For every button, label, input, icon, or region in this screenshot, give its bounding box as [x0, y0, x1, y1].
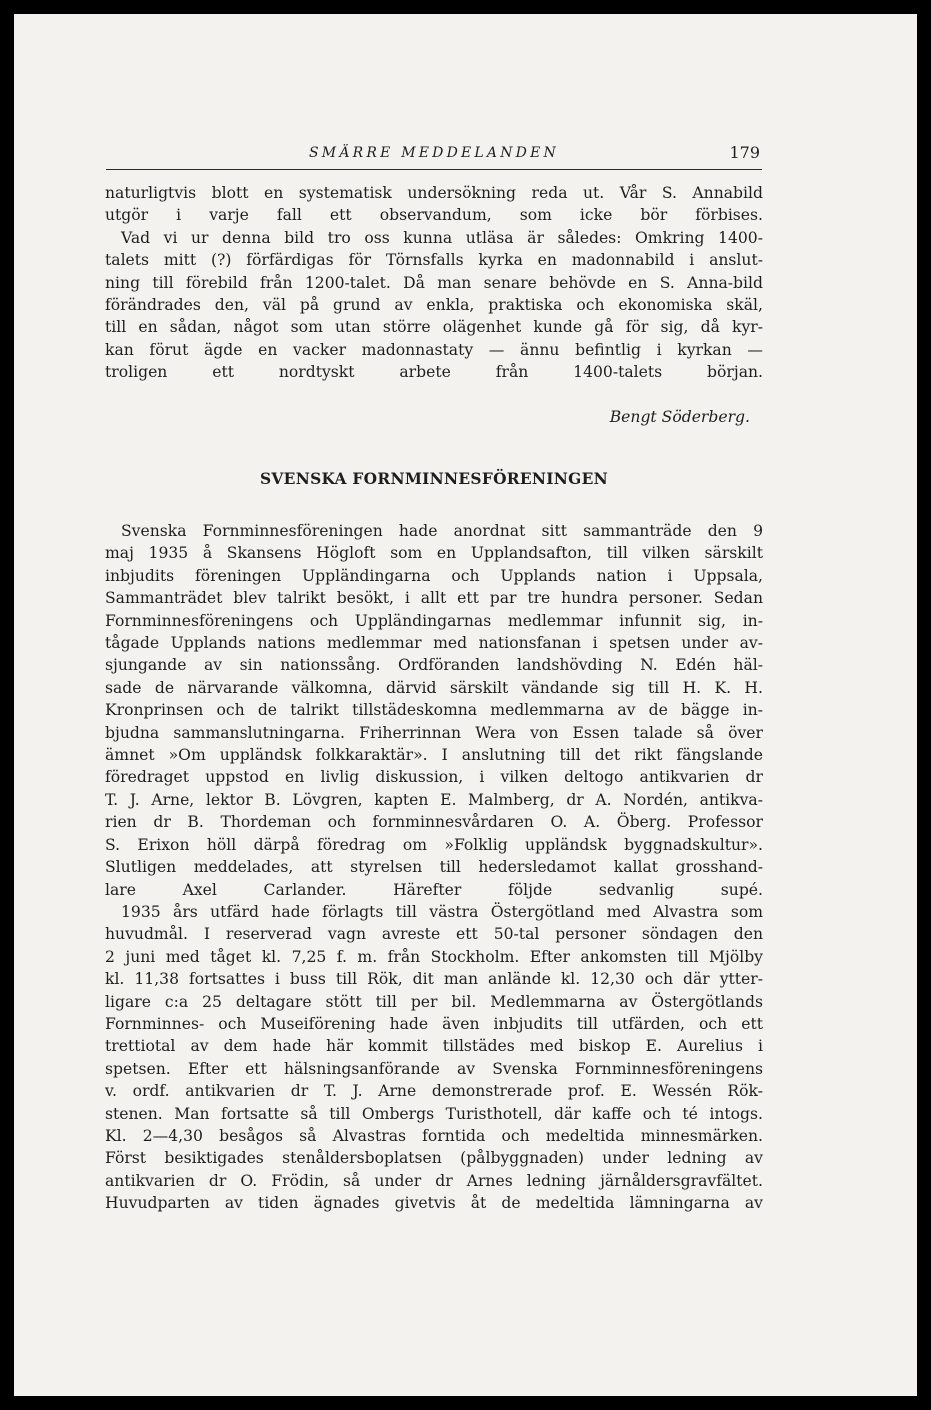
- text-line: Kl. 2—4,30 besågos så Alvastras forntida och medeltida minnesmärken.: [105, 1126, 763, 1145]
- author-signature: Bengt Söderberg.: [609, 408, 750, 426]
- text-line: Slutligen meddelades, att styrelsen till hedersledamot kallat grosshand-: [105, 858, 763, 877]
- text-line: rien dr B. Thordeman och fornminnesvårdaren O. A. Öberg. Professor: [105, 813, 763, 832]
- page-header: [106, 133, 762, 170]
- body-text-top: [105, 182, 763, 384]
- text-line: inbjudits föreningen Uppländingarna och Upplands nation i Uppsala,: [105, 566, 763, 585]
- running-title: SMÄRRE MEDDELANDEN: [309, 145, 559, 161]
- text-line: stenen. Man fortsatte så till Ombergs Turisthotell, där kaffe och té intogs.: [105, 1104, 763, 1123]
- text-line: föredraget uppstod en livlig diskussion, i vilken deltogo antikvarien dr: [105, 768, 763, 787]
- text-line: v. ordf. antikvarien dr T. J. Arne demonstrerade prof. E. Wessén Rök-: [105, 1082, 763, 1101]
- text-line: förändrades den, väl på grund av enkla, praktiska och ekonomiska skäl,: [105, 296, 763, 315]
- text-line: tågade Upplands nations medlemmar med nationsfanan i spetsen under av-: [105, 634, 763, 653]
- text-line: antikvarien dr O. Frödin, så under dr Arnes ledning järnåldersgravfältet.: [105, 1171, 763, 1190]
- section-heading: SVENSKA FORNMINNESFÖRENINGEN: [260, 470, 608, 488]
- body-text-section: [105, 520, 763, 1215]
- text-line: ligare c:a 25 deltagare stött till per bil. Medlemmarna av Östergötlands: [105, 992, 763, 1011]
- text-line: maj 1935 å Skansens Högloft som en Upplandsafton, till vilken särskilt: [105, 544, 763, 563]
- page-number: 179: [729, 143, 760, 162]
- text-line: Huvudparten av tiden ägnades givetvis åt de medeltida lämningarna av: [105, 1194, 763, 1213]
- text-line: Vad vi ur denna bild tro oss kunna utläsa är således: Omkring 1400-: [121, 228, 763, 247]
- text-line: till en sådan, något som utan större olägenhet kunde gå för sig, då kyr-: [105, 318, 763, 337]
- text-line: Sammanträdet blev talrikt besökt, i allt ett par tre hundra personer. Sedan: [105, 589, 763, 608]
- text-line: kan förut ägde en vacker madonnastaty — ännu befintlig i kyrkan —: [105, 340, 763, 359]
- text-line: naturligtvis blott en systematisk undersökning reda ut. Vår S. Annabild: [105, 184, 763, 202]
- text-line: Fornminnesföreningens och Uppländingarnas medlemmar infunnit sig, in-: [105, 611, 763, 630]
- text-line: kl. 11,38 fortsattes i buss till Rök, dit man anlände kl. 12,30 och där ytter-: [105, 970, 763, 989]
- text-line: sjungande av sin nationssång. Ordföranden landshövding N. Edén häl-: [105, 656, 763, 675]
- text-line: 1935 års utfärd hade förlagts till västra Östergötland med Alvastra som: [121, 902, 763, 921]
- text-line: ning till förebild från 1200-talet. Då man senare behövde en S. Anna-bild: [105, 273, 763, 292]
- text-line: lare Axel Carlander. Härefter följde sedvanlig supé.: [105, 880, 763, 899]
- text-line: S. Erixon höll därpå föredrag om »Folklig uppländsk byggnadskultur».: [105, 835, 763, 854]
- text-line: Först besiktigades stenåldersboplatsen (pålbyggnaden) under ledning av: [105, 1149, 763, 1168]
- text-line: Fornminnes- och Museiförening hade även inbjudits till utfärden, och ett: [105, 1014, 763, 1033]
- text-line: sade de närvarande välkomna, därvid särskilt vändande sig till H. K. H.: [105, 678, 763, 697]
- text-line: huvudmål. I reserverad vagn avreste ett 50-tal personer söndagen den: [105, 925, 763, 944]
- text-line: ämnet »Om uppländsk folkkaraktär». I anslutning till det rikt fängslande: [105, 746, 763, 765]
- text-line: troligen ett nordtyskt arbete från 1400-talets början.: [105, 363, 763, 382]
- text-line: Svenska Fornminnesföreningen hade anordnat sitt sammanträde den 9: [121, 522, 763, 540]
- text-line: bjudna sammanslutningarna. Friherrinnan Wera von Essen talade så över: [105, 723, 763, 742]
- text-line: 2 juni med tåget kl. 7,25 f. m. från Stockholm. Efter ankomsten till Mjölby: [105, 947, 763, 966]
- book-page: [14, 14, 917, 1396]
- text-line: T. J. Arne, lektor B. Lövgren, kapten E. Malmberg, dr A. Nordén, antikva-: [105, 790, 763, 809]
- text-line: utgör i varje fall ett observandum, som icke bör förbises.: [105, 206, 763, 225]
- text-line: Kronprinsen och de talrikt tillstädeskomna medlemmarna av de bägge in-: [105, 701, 763, 720]
- text-line: trettiotal av dem hade här kommit tillstädes med biskop E. Aurelius i: [105, 1037, 763, 1056]
- text-line: talets mitt (?) förfärdigas för Törnsfalls kyrka en madonnabild i anslut-: [105, 251, 763, 270]
- text-line: spetsen. Efter ett hälsningsanförande av Svenska Fornminnesföreningens: [105, 1059, 763, 1078]
